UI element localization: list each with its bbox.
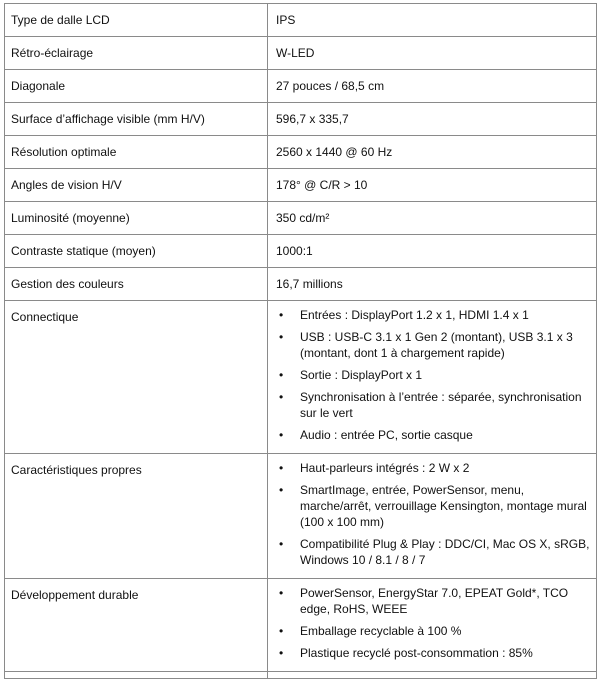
spec-value: 16,7 millions	[276, 277, 343, 291]
list-item-text: Emballage recyclable à 100 %	[300, 624, 462, 638]
bullet-icon: •	[279, 483, 284, 497]
spec-label: Résolution optimale	[11, 145, 117, 159]
list-item	[268, 585, 590, 617]
table-row	[5, 235, 597, 268]
spec-value-cell	[268, 4, 597, 37]
list-item-text: Sortie : DisplayPort x 1	[300, 368, 423, 382]
spec-label: Surface d’affichage visible (mm H/V)	[11, 112, 205, 126]
bullet-icon: •	[279, 368, 284, 382]
spec-value: 1000:1	[276, 244, 313, 258]
spec-value-cell	[268, 202, 597, 235]
spec-label-cell	[5, 136, 268, 169]
bullet-icon: •	[279, 390, 284, 404]
spec-label-cell	[5, 202, 268, 235]
spec-label-cell	[5, 268, 268, 301]
spec-label: Gestion des couleurs	[11, 277, 124, 291]
list-item-text: Haut-parleurs intégrés : 2 W x 2	[300, 461, 470, 475]
bullet-icon: •	[279, 461, 284, 475]
table-row	[5, 103, 597, 136]
table-row	[5, 70, 597, 103]
list-item-text: USB : USB-C 3.1 x 1 Gen 2 (montant), USB 3.1 x 3 (montant, dont 1 à chargement rapide)	[300, 330, 573, 360]
list-item-text: Compatibilité Plug & Play : DDC/CI, Mac OS X, sRGB, Windows 10 / 8.1 / 8 / 7	[300, 537, 590, 567]
spec-label-cell	[5, 169, 268, 202]
list-item	[268, 536, 590, 568]
table-row	[5, 4, 597, 37]
spec-label-cell	[5, 301, 268, 454]
spec-label: Diagonale	[11, 79, 66, 93]
list-item-text: PowerSensor, EnergyStar 7.0, EPEAT Gold*, TCO edge, RoHS, WEEE	[300, 586, 569, 616]
spec-label: Luminosité (moyenne)	[11, 211, 130, 225]
list-item	[268, 367, 590, 383]
spec-value: 178° @ C/R > 10	[276, 178, 368, 192]
spec-value-cell	[268, 37, 597, 70]
list-item	[268, 645, 590, 661]
spec-value-cell	[268, 301, 597, 454]
spec-value: 596,7 x 335,7	[276, 112, 349, 126]
spec-value-cell	[268, 103, 597, 136]
spec-value-cell	[268, 70, 597, 103]
spec-value: IPS	[276, 13, 296, 27]
list-item-text: Entrées : DisplayPort 1.2 x 1, HDMI 1.4 x 1	[300, 308, 529, 322]
table-row-connectique	[5, 301, 597, 454]
list-item	[268, 389, 590, 421]
spec-label: Angles de vision H/V	[11, 178, 122, 192]
spec-value-cell	[268, 268, 597, 301]
spec-value-cell	[268, 579, 597, 672]
table-row	[5, 202, 597, 235]
spec-value: 27 pouces / 68,5 cm	[276, 79, 385, 93]
list-item	[268, 307, 590, 323]
spec-value-cell	[268, 169, 597, 202]
list-item-text: Synchronisation à l’entrée : séparée, synchronisation sur le vert	[300, 390, 582, 420]
spec-label-cell	[5, 235, 268, 268]
list-item	[268, 623, 590, 639]
list-item-text: SmartImage, entrée, PowerSensor, menu, marche/arrêt, verrouillage Kensington, montage mural (100 x 100 mm)	[300, 483, 587, 529]
spec-label: Rétro-éclairage	[11, 46, 94, 60]
spec-label-cell	[5, 70, 268, 103]
table-row	[5, 37, 597, 70]
bullet-icon: •	[279, 586, 284, 600]
list-item-text: Plastique recyclé post-consommation : 85%	[300, 646, 533, 660]
table-row	[5, 169, 597, 202]
table-row-caracteristiques	[5, 454, 597, 579]
table-row	[5, 136, 597, 169]
bullet-list	[268, 579, 596, 671]
list-item	[268, 460, 590, 476]
spec-label-cell	[5, 454, 268, 579]
specs-table	[4, 3, 597, 679]
empty-cell	[5, 672, 268, 679]
list-item	[268, 482, 590, 530]
bullet-icon: •	[279, 624, 284, 638]
table-row-empty	[5, 672, 597, 679]
empty-cell	[268, 672, 597, 679]
list-item-text: Audio : entrée PC, sortie casque	[300, 428, 473, 442]
spec-value-cell	[268, 136, 597, 169]
spec-value: 350 cd/m²	[276, 211, 330, 225]
table-row-developpement	[5, 579, 597, 672]
spec-label: Connectique	[11, 310, 79, 324]
spec-value-cell	[268, 454, 597, 579]
spec-label: Type de dalle LCD	[11, 13, 110, 27]
spec-value: W-LED	[276, 46, 315, 60]
spec-label: Développement durable	[11, 588, 139, 602]
spec-label: Contraste statique (moyen)	[11, 244, 156, 258]
spec-label-cell	[5, 37, 268, 70]
spec-label: Caractéristiques propres	[11, 463, 142, 477]
spec-label-cell	[5, 4, 268, 37]
spec-label-cell	[5, 103, 268, 136]
spec-value: 2560 x 1440 @ 60 Hz	[276, 145, 393, 159]
spec-label-cell	[5, 579, 268, 672]
bullet-icon: •	[279, 646, 284, 660]
bullet-list	[268, 301, 596, 453]
bullet-list	[268, 454, 596, 578]
bullet-icon: •	[279, 308, 284, 322]
list-item	[268, 427, 590, 443]
list-item	[268, 329, 590, 361]
bullet-icon: •	[279, 330, 284, 344]
table-row	[5, 268, 597, 301]
bullet-icon: •	[279, 537, 284, 551]
spec-value-cell	[268, 235, 597, 268]
bullet-icon: •	[279, 428, 284, 442]
